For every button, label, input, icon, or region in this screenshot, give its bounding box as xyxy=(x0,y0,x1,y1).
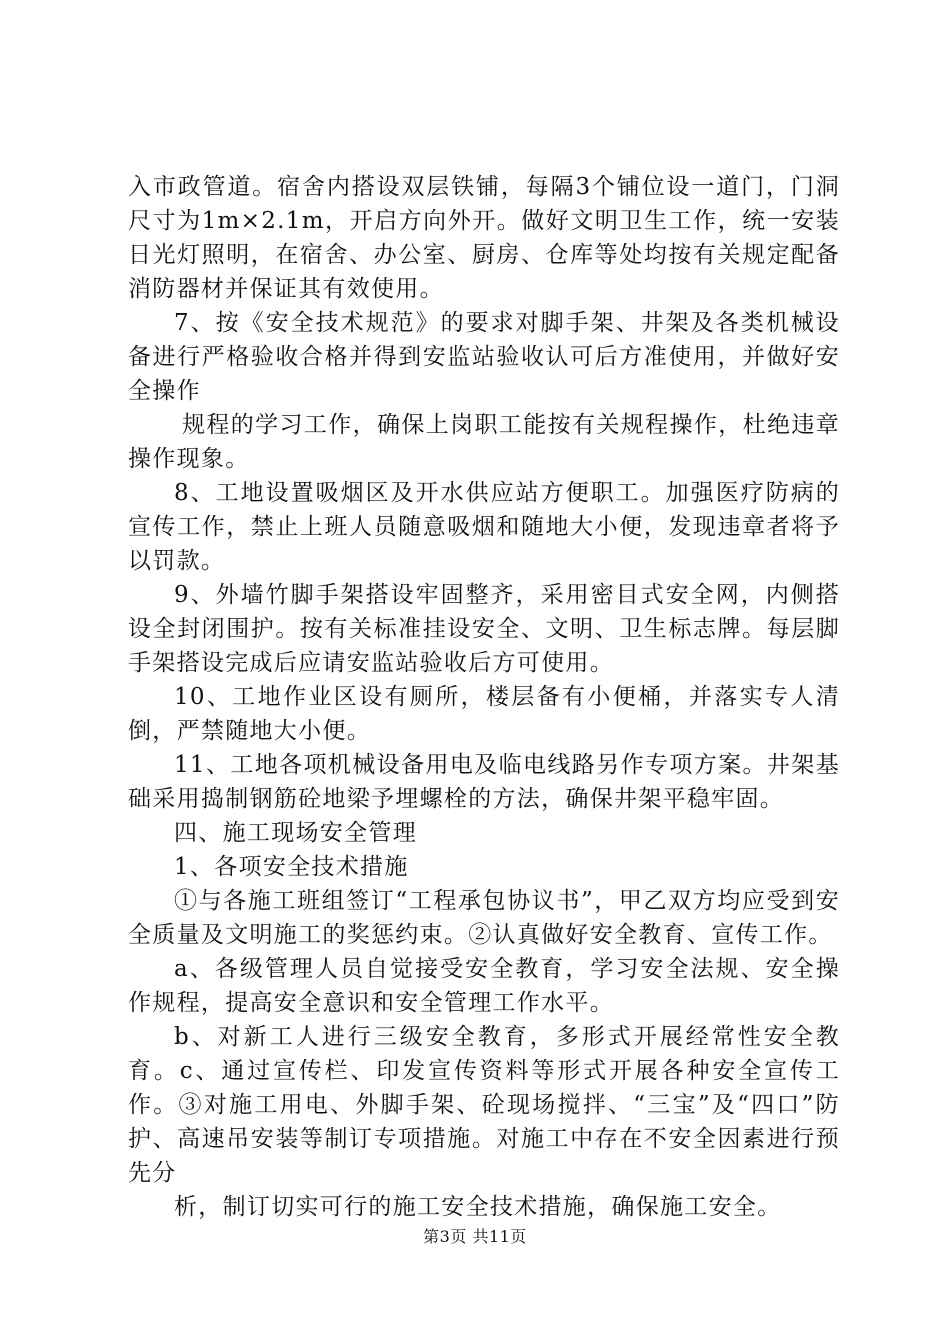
paragraph-2: 7、按《安全技术规范》的要求对脚手架、井架及各类机械设备进行严格验收合格并得到安监站验收认可后方准使用，并做好安全操作 xyxy=(128,310,840,404)
paragraph-10: ①与各施工班组签订“工程承包协议书”，甲乙双方均应受到安全质量及文明施工的奖惩约束。②认真做好安全教育、宣传工作。 xyxy=(128,888,840,948)
paragraph-7: 11、工地各项机械设备用电及临电线路另作专项方案。井架基础采用捣制钢筋砼地梁予埋螺栓的方法，确保井架平稳牢固。 xyxy=(128,752,840,812)
paragraph-12: b、对新工人进行三级安全教育，多形式开展经常性安全教育。c、通过宣传栏、印发宣传资料等形式开展各种安全宣传工作。③对施工用电、外脚手架、砼现场搅拌、“三宝”及“四口”防护、高速吊安装等制订专项措施。对施工中存在不安全因素进行预先分 xyxy=(128,1024,840,1186)
paragraph-1: 入市政管道。宿舍内搭设双层铁铺，每隔3个铺位设一道门，门洞尺寸为1m×2.1m，开启方向外开。做好文明卫生工作，统一安装日光灯照明，在宿舍、办公室、厨房、仓库等处均按有关规定配备消防器材并保证其有效使用。 xyxy=(128,174,840,302)
section-heading: 四、施工现场安全管理 xyxy=(174,820,417,846)
subsection-heading: 1、各项安全技术措施 xyxy=(174,854,409,880)
paragraph-11: a、各级管理人员自觉接受安全教育，学习安全法规、安全操作规程，提高安全意识和安全管理工作水平。 xyxy=(128,956,840,1016)
paragraph-5: 9、外墙竹脚手架搭设牢固整齐，采用密目式安全网，内侧搭设全封闭围护。按有关标准挂设安全、文明、卫生标志牌。每层脚手架搭设完成后应请安监站验收后方可使用。 xyxy=(128,582,840,676)
paragraph-6: 10、工地作业区设有厕所，楼层备有小便桶，并落实专人清倒，严禁随地大小便。 xyxy=(128,684,840,744)
document-body xyxy=(128,170,840,1224)
paragraph-3: 规程的学习工作，确保上岗职工能按有关规程操作，杜绝违章操作现象。 xyxy=(128,412,840,472)
paragraph-4: 8、工地设置吸烟区及开水供应站方便职工。加强医疗防病的宣传工作，禁止上班人员随意吸烟和随地大小便，发现违章者将予以罚款。 xyxy=(128,480,840,574)
paragraph-13: 析，制订切实可行的施工安全技术措施，确保施工安全。 xyxy=(174,1194,782,1220)
page-number-footer: 第3页 共11页 xyxy=(423,1227,527,1246)
